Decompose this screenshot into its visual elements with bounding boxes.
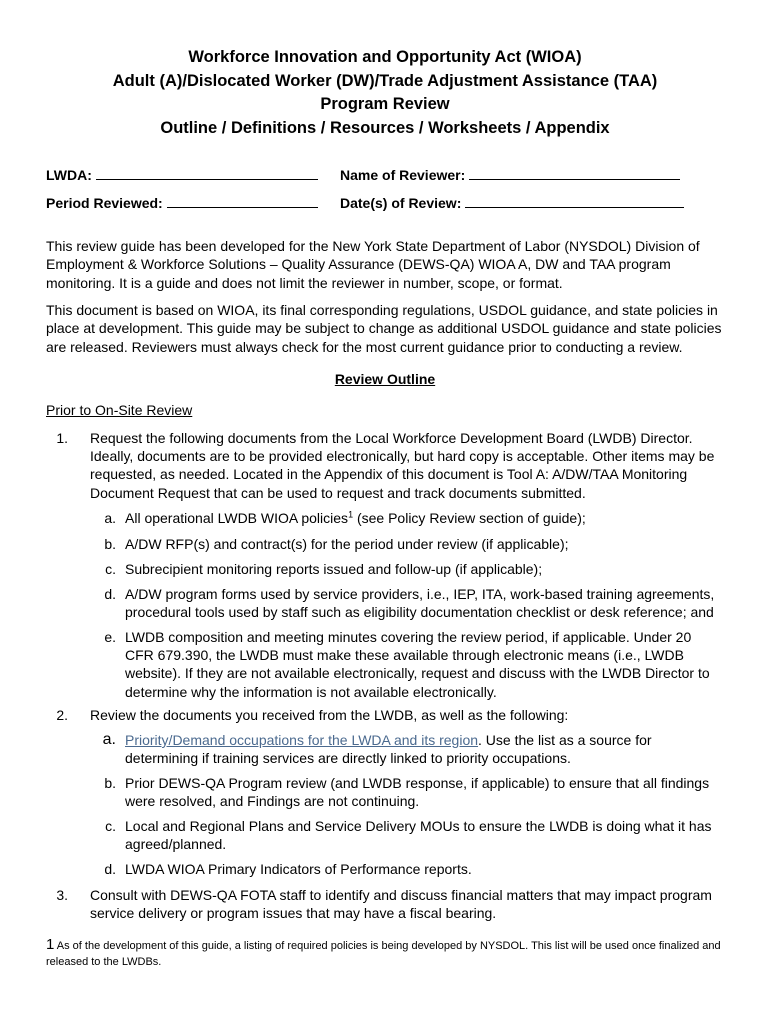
- list-number: 3.: [56, 887, 68, 903]
- sub-letter: b.: [104, 775, 116, 791]
- lwda-label: LWDA:: [46, 167, 92, 183]
- prior-to-onsite-subheading: Prior to On-Site Review: [46, 402, 193, 418]
- sub-letter: a.: [104, 510, 116, 526]
- sub-letter: b.: [104, 536, 116, 552]
- sub-letter: d.: [104, 586, 116, 602]
- sub-text: Subrecipient monitoring reports issued and follow-up (if applicable);: [125, 561, 543, 577]
- document-title: [0, 46, 770, 140]
- period-label: Period Reviewed:: [46, 195, 163, 211]
- period-field[interactable]: [46, 193, 318, 211]
- sub-letter: c.: [105, 818, 116, 834]
- dates-blank[interactable]: [465, 193, 684, 208]
- sub-letter: d.: [104, 861, 116, 877]
- sub-text: Local and Regional Plans and Service Delivery MOUs to ensure the LWDB is doing what it has agreed/planned.: [125, 818, 712, 853]
- list-number: 2.: [56, 707, 68, 723]
- lwda-field[interactable]: [46, 165, 318, 183]
- list-text: Consult with DEWS-QA FOTA staff to identify and discuss financial matters that may impact program service delivery or program issues that may have a fiscal bearing.: [90, 887, 712, 922]
- footnote-text: As of the development of this guide, a listing of required policies is being developed by NYSDOL. This list will be used once finalized and released to the LWDBs.: [46, 940, 721, 968]
- title-line-3: Program Review: [320, 95, 450, 113]
- sub-text-rest: . Use the list as a source for determining if training services are directly linked to priority occupations.: [125, 732, 652, 767]
- intro-paragraph-2: This document is based on WIOA, its final corresponding regulations, USDOL guidance, and state policies in place at development. This guide may be subject to change as additional USDOL guidance and state policies are released. Reviewers must always check for the most current guidance prior to conducting a review.: [46, 302, 722, 355]
- sub-letter: c.: [105, 561, 116, 577]
- dates-field[interactable]: [340, 193, 684, 211]
- list-text: Review the documents you received from the LWDB, as well as the following:: [90, 707, 569, 723]
- footnote-number: 1: [46, 936, 55, 953]
- sub-text-rest: (see Policy Review section of guide);: [353, 510, 586, 526]
- sub-text: A/DW program forms used by service providers, i.e., IEP, ITA, work-based training agreements, procedural tools used by staff such as eligibility documentation checklist or desk reference; and: [125, 586, 715, 621]
- title-line-4: Outline / Definitions / Resources / Worksheets / Appendix: [160, 118, 610, 137]
- intro-paragraph-1: This review guide has been developed for the New York State Department of Labor (NYSDOL) Division of Employment & Workforce Solutions – Quality Assurance (DEWS-QA) WIOA A, DW and TAA program monitoring. It is a guide and does not limit the reviewer in number, scope, or format.: [46, 238, 700, 291]
- sub-letter: e.: [104, 629, 116, 645]
- list-number: 1.: [56, 430, 68, 446]
- period-blank[interactable]: [167, 193, 318, 208]
- footnote-ref[interactable]: 1: [348, 509, 354, 520]
- sub-letter: a.: [102, 731, 116, 748]
- review-outline-heading: Review Outline: [334, 371, 436, 387]
- sub-text: LWDB composition and meeting minutes covering the review period, if applicable. Under 20 CFR 679.390, the LWDB must make these available through electronic means (i.e., LWDB website). If they are not available electronically, request and discuss with the LWDB Director to determine why the information is not available electronically.: [125, 629, 710, 700]
- list-text: Request the following documents from the Local Workforce Development Board (LWDB) Director. Ideally, documents are to be provided electronically, but hard copy is acceptable. Other items may be requested, as needed. Located in the Appendix of this document is Tool A: A/DW/TAA Monitoring Document Request that can be used to request and track documents submitted.: [90, 430, 715, 501]
- reviewer-field[interactable]: [340, 165, 680, 183]
- sub-text: A/DW RFP(s) and contract(s) for the period under review (if applicable);: [125, 536, 569, 552]
- title-line-1: Workforce Innovation and Opportunity Act (WIOA): [188, 48, 582, 66]
- reviewer-label: Name of Reviewer:: [340, 167, 466, 183]
- title-line-2: Adult (A)/Dislocated Worker (DW)/Trade Adjustment Assistance (TAA): [112, 71, 658, 90]
- footnote: [46, 937, 736, 970]
- priority-occupations-link[interactable]: Priority/Demand occupations for the LWDA and its region: [125, 732, 479, 748]
- lwda-blank[interactable]: [96, 165, 318, 180]
- dates-label: Date(s) of Review:: [340, 195, 462, 211]
- sub-text: LWDA WIOA Primary Indicators of Performance reports.: [125, 861, 472, 877]
- sub-text: Prior DEWS-QA Program review (and LWDB response, if applicable) to ensure that all findings were resolved, and Findings are not continuing.: [125, 775, 710, 810]
- reviewer-blank[interactable]: [469, 165, 680, 180]
- sub-text: All operational LWDB WIOA policies: [125, 510, 349, 526]
